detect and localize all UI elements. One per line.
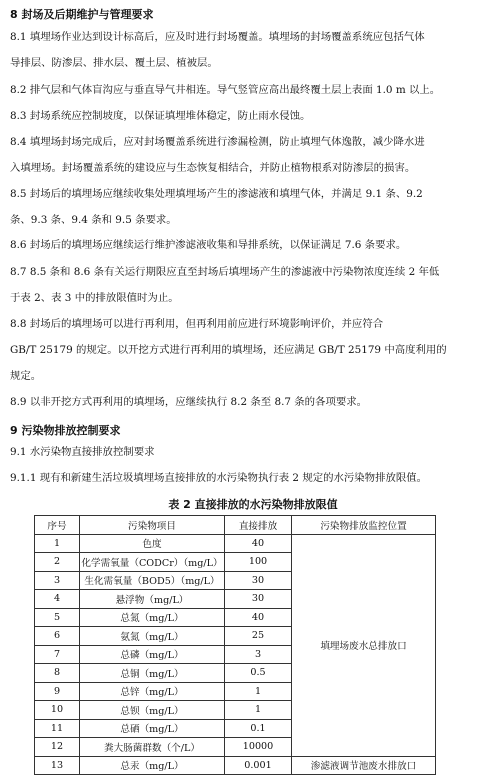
paragraph-8-4 [10,129,492,181]
paragraph-8-2 [10,77,492,103]
section-8-heading: 8 封场及后期维护与管理要求 [10,8,154,21]
row-number-cell: 3 [35,571,80,590]
pollutant-item-cell: 总硒（mg/L） [80,719,225,738]
discharge-limit-cell: 40 [225,608,292,627]
table-body [35,534,436,775]
discharge-limit-cell: 30 [225,590,292,609]
discharge-limit-cell: 10000 [225,738,292,757]
row-number-cell: 8 [35,664,80,683]
text-line: 8.3 封场系统应控制坡度，以保证填埋堆体稳定，防止雨水侵蚀。 [10,110,311,122]
paragraph-8-1 [10,24,492,76]
discharge-limit-cell: 0.5 [225,664,292,683]
pollutant-item-cell: 总锌（mg/L） [80,682,225,701]
discharge-limit-cell: 40 [225,534,292,553]
text-line: 8.4 填埋场封场完成后，应对封场覆盖系统进行渗漏检测，防止填埋气体逸散，减少降水进 [10,136,425,148]
row-number-cell: 5 [35,608,80,627]
monitoring-location-cell: 填埋场废水总排放口 [292,534,436,756]
row-number-cell: 4 [35,590,80,609]
row-number-cell: 6 [35,627,80,646]
paragraph-8-7 [10,259,492,311]
text-line: GB/T 25179 的规定。以开挖方式进行再利用的填埋场，还应满足 GB/T 25179 中高度利用的 [10,344,447,356]
text-line: 8.6 封场后的填埋场应继续运行维护渗滤液收集和导排系统，以保证满足 7.6 条要求。 [10,239,407,251]
text-line: 8.9 以非开挖方式再利用的填埋场，应继续执行 8.2 条至 8.7 条的各项要求。 [10,396,368,408]
header-cell: 污染物项目 [80,516,225,535]
paragraph-8-3 [10,103,492,129]
row-number-cell: 12 [35,738,80,757]
row-number-cell: 2 [35,553,80,572]
text-line: 导排层、防渗层、排水层、覆土层、植被层。 [10,57,218,69]
paragraph-8-8 [10,311,492,389]
text-line: 规定。 [10,370,42,382]
paragraph-8-9 [10,389,492,415]
pollutant-item-cell: 色度 [80,534,225,553]
pollutant-item-cell: 总钡（mg/L） [80,701,225,720]
pollutant-item-cell: 总铜（mg/L） [80,664,225,683]
text-line: 8.8 封场后的填埋场可以进行再利用，但再利用前应进行环境影响评价，并应符合 [10,318,384,330]
header-cell: 序号 [35,516,80,535]
discharge-limit-cell: 1 [225,682,292,701]
section-9-heading: 9 污染物排放控制要求 [10,424,121,437]
row-number-cell: 7 [35,645,80,664]
paragraph-8-5 [10,181,492,233]
discharge-limit-cell: 3 [225,645,292,664]
row-number-cell: 11 [35,719,80,738]
pollutant-item-cell: 悬浮物（mg/L） [80,590,225,609]
discharge-limit-cell: 0.001 [225,756,292,775]
pollutant-item-cell: 生化需氧量（BOD5）（mg/L） [80,571,225,590]
pollutant-item-cell: 总磷（mg/L） [80,645,225,664]
header-cell: 污染物排放监控位置 [292,516,436,535]
pollutant-item-cell: 总汞（mg/L） [80,756,225,775]
header-cell: 直接排放 [225,516,292,535]
text-line: 于表 2、表 3 中的排放限值时为止。 [10,292,179,304]
pollutant-item-cell: 总氮（mg/L） [80,608,225,627]
table-row [35,756,436,775]
text-line: 8.7 8.5 条和 8.6 条有关运行期限应直至封场后填埋场产生的渗滤液中污染物浓度连续 2 年低 [10,266,440,278]
text-line: 入填埋场。封场覆盖系统的建设应与生态恢复相结合，并防止植物根系对防渗层的损害。 [10,162,416,174]
discharge-limit-cell: 1 [225,701,292,720]
text-line: 8.2 排气层和气体盲沟应与垂直导气井相连。导气竖管应高出最终覆土层上表面 1.0 m 以上。 [10,84,441,96]
text-line: 9.1 水污染物直接排放控制要求 [10,446,155,458]
text-line: 8.5 封场后的填埋场应继续收集处理填埋场产生的渗滤液和填埋气体，并满足 9.1 条、9.2 [10,188,423,200]
emission-limits-table [34,515,436,775]
discharge-limit-cell: 30 [225,571,292,590]
pollutant-item-cell: 粪大肠菌群数（个/L） [80,738,225,757]
monitoring-location-cell: 渗滤液调节池废水排放口 [292,756,436,775]
discharge-limit-cell: 0.1 [225,719,292,738]
pollutant-item-cell: 化学需氧量（CODCr）（mg/L） [80,553,225,572]
discharge-limit-cell: 100 [225,553,292,572]
discharge-limit-cell: 25 [225,627,292,646]
pollutant-item-cell: 氨氮（mg/L） [80,627,225,646]
table-header-row [35,516,436,535]
text-line: 9.1.1 现有和新建生活垃圾填埋场直接排放的水污染物执行表 2 规定的水污染物排放限值。 [10,472,428,484]
paragraph-9-1-1 [10,465,492,491]
text-line: 条、9.3 条、9.4 条和 9.5 条要求。 [10,214,177,226]
row-number-cell: 10 [35,701,80,720]
row-number-cell: 1 [35,534,80,553]
paragraph-8-6 [10,232,492,258]
table-caption: 表 2 直接排放的水污染物排放限值 [168,498,338,511]
row-number-cell: 13 [35,756,80,775]
row-number-cell: 9 [35,682,80,701]
table-row [35,534,436,553]
paragraph-9-1-heading [10,439,492,465]
text-line: 8.1 填埋场作业达到设计标高后，应及时进行封场覆盖。填埋场的封场覆盖系统应包括气体 [10,31,425,43]
